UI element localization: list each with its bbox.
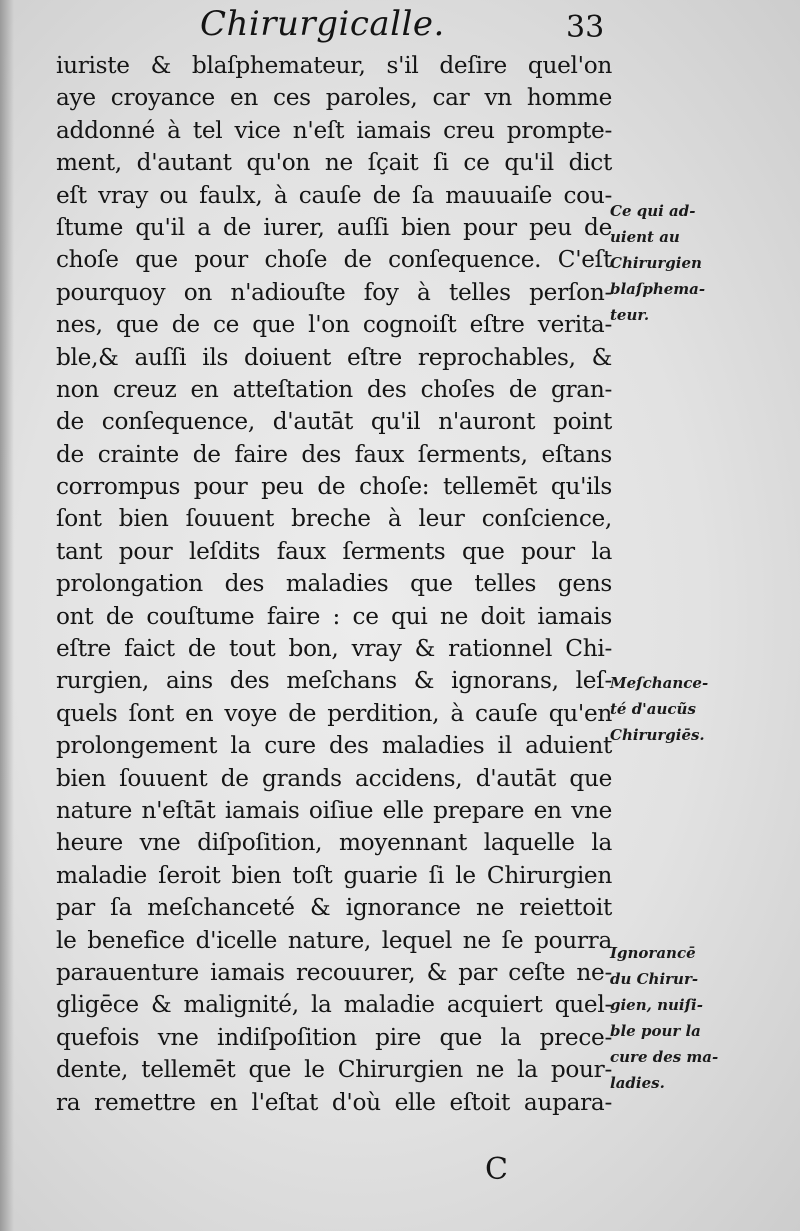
text-line: gligēce & malignité, la maladie acquiert quel-	[56, 991, 612, 1019]
text-line: prolongement la cure des maladies il aduient	[56, 732, 612, 760]
marginal-note-blasphemer	[610, 198, 800, 328]
gutter-shadow	[0, 0, 14, 1231]
text-line: ra remettre en l'eſtat d'où elle eſtoit aupara-	[56, 1088, 612, 1116]
text-line: le benefice d'icelle nature, lequel ne ſe pourra	[56, 926, 612, 954]
text-line: prolongation des maladies que telles gens	[56, 570, 612, 598]
note-line: ble pour la	[610, 1022, 701, 1040]
text-line: rurgien, ains des meſchans & ignorans, leſ-	[56, 667, 612, 695]
note-line: blaſphema-	[610, 280, 706, 298]
marginal-note-ignorance	[610, 940, 800, 1096]
text-line: ment, d'autant qu'on ne ſçait ſi ce qu'il dict	[56, 149, 612, 177]
text-line: nes, que de ce que l'on cognoiſt eſtre verita-	[56, 311, 612, 339]
note-line: Ce qui ad-	[610, 202, 696, 220]
text-line: ble,& auſſi ils doiuent eſtre reprochables, &	[56, 343, 612, 371]
note-line: teur.	[610, 306, 650, 324]
text-line: heure vne diſpoſition, moyennant laquelle la	[56, 829, 612, 857]
text-line: ſont bien ſouuent breche à leur conſcience,	[56, 505, 612, 533]
note-line: cure des ma-	[610, 1048, 719, 1066]
text-line: dente, tellemēt que le Chirurgien ne la pour-	[56, 1056, 612, 1084]
text-line: eſt vray ou faulx, à cauſe de ſa mauuaiſe cou-	[56, 181, 612, 209]
text-line: ont de couſtume faire : ce qui ne doit iamais	[56, 602, 612, 630]
text-line: bien ſouuent de grands accidens, d'autāt que	[56, 764, 612, 792]
signature-mark: C	[485, 1152, 508, 1187]
text-line: quels ſont en voye de perdition, à cauſe qu'en	[56, 699, 612, 727]
text-line: quefois vne indiſpoſition pire que la prece-	[56, 1023, 612, 1051]
text-line: parauenture iamais recouurer, & par ceſte ne-	[56, 958, 612, 986]
note-line: té d'aucũs	[610, 700, 696, 718]
text-line: iuriste & blaſphemateur, s'il deſire quel'on	[56, 52, 612, 79]
note-line: Chirurgiēs.	[610, 726, 705, 744]
note-line: Ignorancē	[610, 944, 696, 962]
note-line: Chirurgien	[610, 254, 702, 272]
note-line: uient au	[610, 228, 680, 246]
text-line: pourquoy on n'adiouſte foy à telles perſon-	[56, 278, 612, 306]
text-line: de conſequence, d'autāt qu'il n'auront point	[56, 408, 612, 436]
marginal-note-meschancete	[610, 670, 800, 748]
text-line: par ſa meſchanceté & ignorance ne reiettoit	[56, 894, 612, 922]
main-text-block	[56, 50, 612, 1119]
text-line: corrompus pour peu de choſe: tellemēt qu'ils	[56, 473, 612, 501]
text-line: eſtre faict de tout bon, vray & rationnel Chi-	[56, 635, 612, 663]
text-line: choſe que pour choſe de conſequence. C'eſt	[56, 246, 612, 274]
text-line: tant pour leſdits faux ſerments que pour la	[56, 537, 612, 565]
note-line: gien, nuiſi-	[610, 996, 703, 1014]
text-line: maladie ſeroit bien toſt guarie ſi le Chirurgien	[56, 861, 612, 889]
running-head: Chirurgicalle.	[200, 4, 445, 44]
text-line: non creuz en atteſtation des choſes de gran-	[56, 375, 612, 403]
text-line: addonné à tel vice n'eſt iamais creu prompte-	[56, 116, 612, 144]
text-line: de crainte de faire des faux ſerments, eſtans	[56, 440, 612, 468]
text-line: ſtume qu'il a de iurer, auſſi bien pour peu de	[56, 213, 612, 241]
text-line: nature n'eſtāt iamais oiſiue elle prepare en vne	[56, 796, 612, 824]
note-line: du Chirur-	[610, 970, 699, 988]
text-line: aye croyance en ces paroles, car vn homme	[56, 84, 612, 112]
note-line: Meſchance-	[610, 674, 709, 692]
note-line: ladies.	[610, 1074, 665, 1092]
page-number: 33	[566, 10, 605, 45]
